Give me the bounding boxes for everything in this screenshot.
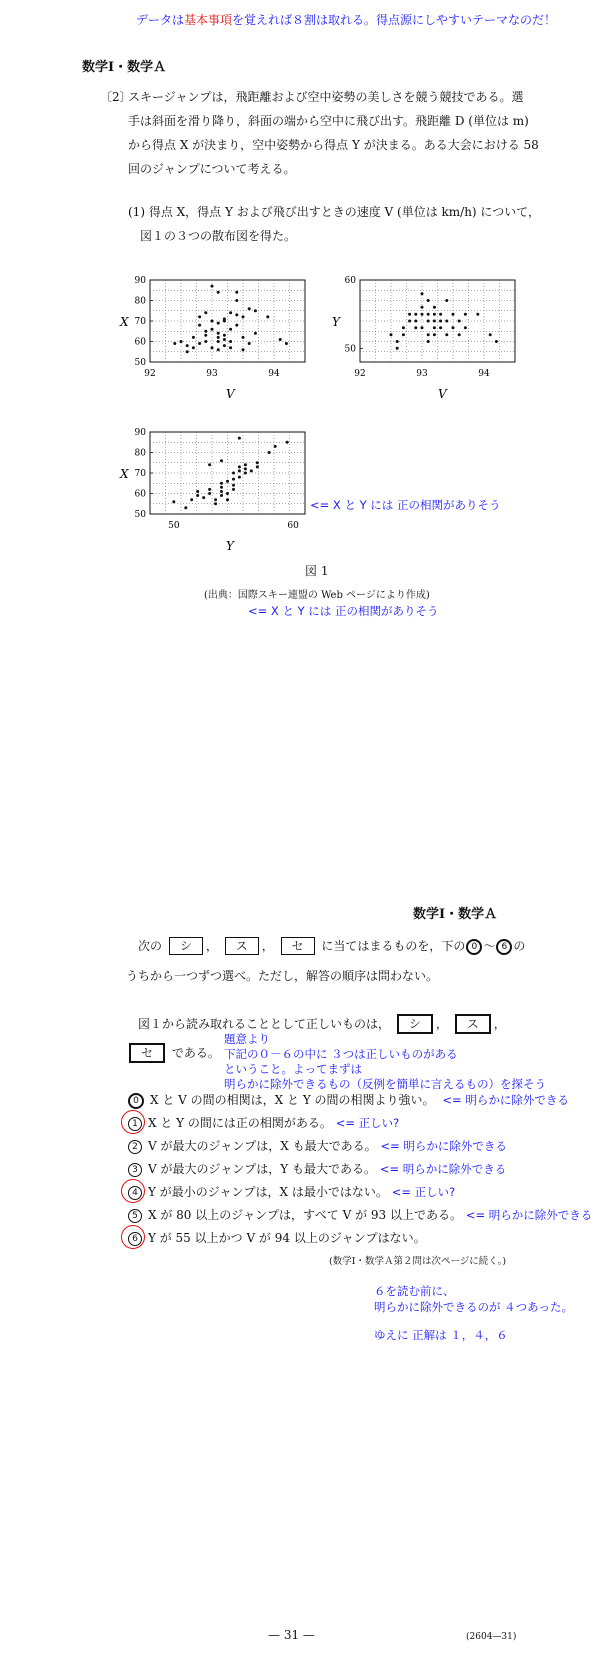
data-point xyxy=(254,309,257,312)
option-text: X と V の間の相関は，X と Y の間の相関より強い。 xyxy=(150,1093,435,1107)
data-point xyxy=(229,346,232,349)
option-text: Y が 55 以上かつ V が 94 以上のジャンプはない。 xyxy=(148,1231,426,1245)
figure-label: 図 1 xyxy=(305,564,329,578)
y-tick-label: 50 xyxy=(344,344,356,355)
x-tick-label: 60 xyxy=(287,521,299,531)
sub-question-1 xyxy=(128,204,540,244)
option-range-end: 6 xyxy=(496,939,512,955)
data-point xyxy=(279,338,282,341)
answer-box-su: ス xyxy=(225,937,259,955)
data-point xyxy=(495,340,498,343)
section-title: 数学Ⅰ・数学Ａ xyxy=(82,60,167,75)
data-point xyxy=(226,498,229,501)
option-text: X と Y の間には正の相関がある。 xyxy=(148,1116,332,1130)
plot-ticks xyxy=(135,428,300,531)
y-axis-label: X xyxy=(120,467,129,481)
data-point xyxy=(427,340,430,343)
correct-mark-6 xyxy=(121,1225,145,1249)
data-point xyxy=(408,313,411,316)
data-point xyxy=(464,313,467,316)
data-point xyxy=(452,326,455,329)
question-line: 図１から読み取れることとして正しいものは， シ ， ス ， xyxy=(138,1014,506,1034)
data-point xyxy=(402,326,405,329)
data-point xyxy=(421,313,424,316)
data-point xyxy=(202,496,205,499)
data-point xyxy=(235,299,238,302)
data-point xyxy=(217,336,220,339)
option-text: Y が最小のジャンプは，X は最小ではない。 xyxy=(148,1185,388,1199)
data-point xyxy=(452,313,455,316)
y-axis-label: Y xyxy=(332,315,340,329)
y-axis-label: X xyxy=(120,315,129,329)
data-point xyxy=(427,299,430,302)
x-tick-label: 92 xyxy=(354,369,366,379)
instruction-line-2: うちから一つずつ選べ。ただし，解答の順序は問わない。 xyxy=(126,969,439,983)
data-point xyxy=(204,311,207,314)
data-point xyxy=(217,332,220,335)
data-point xyxy=(232,478,235,481)
data-point xyxy=(223,344,226,347)
intro-line: 手は斜面を滑り降り，斜面の端から空中に飛び出す。飛距離 D (単位は m) xyxy=(128,114,529,128)
intro-line: 回のジャンプについて考える。 xyxy=(128,162,296,176)
instruction-line-1: 次の シ ， ス ， セ に当てはまるものを，下の 0 ～ 6 の xyxy=(138,939,526,953)
y-tick-label: 70 xyxy=(134,469,146,479)
options-list xyxy=(128,1092,592,1253)
data-point xyxy=(214,498,217,501)
plot-grid xyxy=(360,280,515,362)
data-point xyxy=(229,311,232,314)
data-point xyxy=(211,328,214,331)
data-point xyxy=(184,506,187,509)
data-point xyxy=(198,315,201,318)
data-point xyxy=(208,492,211,495)
data-point xyxy=(266,315,269,318)
data-point xyxy=(196,494,199,497)
option-text: V が最大のジャンプは，Y も最大である。 xyxy=(148,1162,376,1176)
hint-line: 明らかに除外できるもの（反例を簡単に言えるもの）を探そう xyxy=(224,1077,546,1091)
data-point xyxy=(433,320,436,323)
y-tick-label: 60 xyxy=(134,489,146,500)
data-point xyxy=(242,315,245,318)
x-tick-label: 50 xyxy=(168,521,180,531)
data-point xyxy=(244,467,247,470)
data-point xyxy=(226,480,229,483)
data-point xyxy=(285,342,288,345)
data-point xyxy=(390,333,393,336)
instruction-mid: に当てはまるものを，下の xyxy=(321,939,466,953)
data-point xyxy=(220,482,223,485)
data-point xyxy=(223,334,226,337)
option-1 xyxy=(128,1115,592,1138)
data-point xyxy=(235,291,238,294)
data-point xyxy=(217,348,220,351)
scatter-y-v xyxy=(330,276,530,401)
sub1-line: (1) 得点 X，得点 Y および飛び出すときの速度 V (単位は km/h) について， xyxy=(128,205,540,219)
option-note: <= 正しい? xyxy=(391,1185,456,1199)
option-number: 5 xyxy=(128,1209,142,1223)
y-tick-label: 50 xyxy=(134,358,146,368)
data-point xyxy=(198,324,201,327)
header-note xyxy=(136,12,556,28)
data-point xyxy=(250,469,253,472)
data-point xyxy=(414,326,417,329)
data-point xyxy=(211,320,214,323)
answer-box-su: ス xyxy=(455,1014,491,1034)
hint-line: 題意より xyxy=(224,1032,270,1046)
hint-line: 下記の０－６の中に ３つは正しいものがある xyxy=(224,1047,458,1061)
correct-mark-1 xyxy=(121,1110,145,1134)
data-point xyxy=(217,340,220,343)
data-point xyxy=(414,313,417,316)
x-tick-label: 94 xyxy=(478,369,490,379)
data-point xyxy=(235,313,238,316)
x-axis-label: V xyxy=(438,387,447,401)
y-tick-label: 70 xyxy=(134,317,146,327)
answer-box-se: セ xyxy=(281,937,315,955)
data-point xyxy=(242,336,245,339)
source-note: (出典：国際スキー連盟の Web ページにより作成) xyxy=(204,590,430,601)
data-point xyxy=(220,486,223,489)
header-note-highlight: 基本事項 xyxy=(184,13,233,27)
question-post: である。 xyxy=(171,1046,220,1060)
option-number: 6 xyxy=(128,1232,142,1246)
x-axis-label: V xyxy=(226,387,235,401)
data-point xyxy=(256,461,259,464)
intro-line: スキージャンプは，飛距離および空中姿勢の美しさを競う競技である。選 xyxy=(128,90,524,104)
option-3 xyxy=(128,1161,592,1184)
data-point xyxy=(244,463,247,466)
option-note: <= 明らかに除外できる xyxy=(442,1093,569,1107)
plot-ticks xyxy=(345,276,490,379)
hint-line: ということ。よってまずは xyxy=(224,1062,362,1076)
x-tick-label: 94 xyxy=(268,369,280,379)
y-tick-label: 80 xyxy=(134,448,146,459)
option-note: <= 明らかに除外できる xyxy=(380,1139,507,1153)
data-point xyxy=(192,346,195,349)
data-point xyxy=(192,336,195,339)
data-point xyxy=(439,320,442,323)
x-tick-label: 93 xyxy=(416,369,428,379)
x-tick-label: 93 xyxy=(206,369,218,379)
data-point xyxy=(208,463,211,466)
data-point xyxy=(229,328,232,331)
data-point xyxy=(208,488,211,491)
scatter-x-v xyxy=(108,276,308,401)
continue-note: (数学Ⅰ・数学Ａ第２問は次ページに続く。) xyxy=(329,1256,507,1267)
data-point xyxy=(186,344,189,347)
data-point xyxy=(427,313,430,316)
option-6 xyxy=(128,1230,592,1253)
x-axis-label: Y xyxy=(226,539,234,553)
plot-points xyxy=(173,285,288,354)
data-point xyxy=(173,342,176,345)
data-point xyxy=(268,451,271,454)
intro-line: から得点 X が決まり，空中姿勢から得点 Y が決まる。ある大会における 58 xyxy=(128,138,539,152)
plot-grid xyxy=(150,280,305,362)
instruction-pre: 次の xyxy=(138,939,163,953)
data-point xyxy=(489,333,492,336)
data-point xyxy=(186,350,189,353)
question-line-2 xyxy=(126,1043,220,1063)
data-point xyxy=(248,307,251,310)
data-point xyxy=(286,441,289,444)
option-text: X が 80 以上のジャンプは，すべて V が 93 以上である。 xyxy=(148,1208,462,1222)
data-point xyxy=(445,299,448,302)
data-point xyxy=(242,348,245,351)
option-0 xyxy=(128,1092,592,1115)
data-point xyxy=(421,306,424,309)
option-2 xyxy=(128,1138,592,1161)
x-tick-label: 92 xyxy=(144,369,156,379)
data-point xyxy=(421,326,424,329)
header-note-pre: データは xyxy=(136,13,185,27)
data-point xyxy=(396,340,399,343)
page2-title: 数学Ⅰ・数学Ａ xyxy=(413,907,498,922)
data-point xyxy=(235,324,238,327)
data-point xyxy=(223,338,226,341)
data-point xyxy=(439,326,442,329)
data-point xyxy=(217,291,220,294)
data-point xyxy=(238,476,241,479)
problem-number: 〔2〕 xyxy=(100,90,132,104)
answer-box-se: セ xyxy=(129,1043,165,1063)
data-point xyxy=(229,340,232,343)
option-text: V が最大のジャンプは，X も最大である。 xyxy=(148,1139,377,1153)
data-point xyxy=(445,333,448,336)
option-number: 4 xyxy=(128,1186,142,1200)
data-point xyxy=(248,342,251,345)
data-point xyxy=(196,490,199,493)
option-5 xyxy=(128,1207,592,1230)
data-point xyxy=(232,488,235,491)
arrow-note-1: <= X と Y には 正の相関がありそう xyxy=(310,498,501,512)
instruction-tilde: ～ xyxy=(483,939,496,953)
data-point xyxy=(408,320,411,323)
summary-block xyxy=(374,1283,573,1343)
answer-box-shi: シ xyxy=(169,937,203,955)
y-tick-label: 90 xyxy=(134,276,146,286)
option-number: 2 xyxy=(128,1140,142,1154)
correct-mark-4 xyxy=(121,1179,145,1203)
data-point xyxy=(172,500,175,503)
data-point xyxy=(254,332,257,335)
data-point xyxy=(421,292,424,295)
data-point xyxy=(214,502,217,505)
instruction-post: の xyxy=(513,939,526,953)
data-point xyxy=(458,320,461,323)
data-point xyxy=(204,334,207,337)
data-point xyxy=(427,320,430,323)
data-point xyxy=(238,465,241,468)
data-point xyxy=(226,492,229,495)
data-point xyxy=(238,437,241,440)
data-point xyxy=(220,494,223,497)
data-point xyxy=(433,313,436,316)
plot-ticks xyxy=(135,276,280,379)
data-point xyxy=(190,498,193,501)
y-tick-label: 90 xyxy=(134,428,146,438)
y-tick-label: 60 xyxy=(134,337,146,348)
option-number: 3 xyxy=(128,1163,142,1177)
y-tick-label: 60 xyxy=(344,276,356,286)
data-point xyxy=(232,484,235,487)
data-point xyxy=(211,285,214,288)
y-tick-label: 50 xyxy=(134,510,146,520)
summary-line: 明らかに除外できるのが ４つあった。 xyxy=(374,1300,574,1314)
data-point xyxy=(464,326,467,329)
data-point xyxy=(244,472,247,475)
page-code: (2604—31) xyxy=(466,1632,517,1642)
header-note-post: を覚えれば８割は取れる。得点源にしやすいテーマなのだ！ xyxy=(232,13,557,27)
data-point xyxy=(433,326,436,329)
data-point xyxy=(427,333,430,336)
option-range-start: 0 xyxy=(466,939,482,955)
intro-text xyxy=(128,89,539,185)
data-point xyxy=(414,320,417,323)
y-tick-label: 80 xyxy=(134,296,146,307)
summary-line: ６を読む前に、 xyxy=(374,1284,455,1298)
data-point xyxy=(402,333,405,336)
data-point xyxy=(433,306,436,309)
option-number: 1 xyxy=(128,1117,142,1131)
data-point xyxy=(180,340,183,343)
data-point xyxy=(204,330,207,333)
data-point xyxy=(238,469,241,472)
data-point xyxy=(445,320,448,323)
page-number: — 31 — xyxy=(268,1628,315,1642)
data-point xyxy=(274,445,277,448)
data-point xyxy=(256,465,259,468)
arrow-note-2: <= X と Y には 正の相関がありそう xyxy=(248,604,439,618)
data-point xyxy=(220,459,223,462)
data-point xyxy=(211,346,214,349)
data-point xyxy=(198,342,201,345)
data-point xyxy=(204,340,207,343)
scatter-x-y xyxy=(108,428,308,553)
data-point xyxy=(458,333,461,336)
data-point xyxy=(476,313,479,316)
data-point xyxy=(433,333,436,336)
data-point xyxy=(223,317,226,320)
sub1-line: 図１の３つの散布図を得た。 xyxy=(140,229,297,243)
option-note: <= 正しい? xyxy=(335,1116,400,1130)
answer-box-shi: シ xyxy=(397,1014,433,1034)
data-point xyxy=(439,313,442,316)
question-pre: 図１から読み取れることとして正しいものは， xyxy=(138,1017,391,1031)
data-point xyxy=(220,490,223,493)
data-point xyxy=(217,322,220,325)
data-point xyxy=(232,472,235,475)
summary-line: ゆえに 正解は １，４，６ xyxy=(374,1328,508,1342)
option-note: <= 明らかに除外できる xyxy=(465,1208,593,1222)
data-point xyxy=(396,347,399,350)
hint-block xyxy=(224,1032,546,1092)
option-number: 0 xyxy=(128,1093,144,1109)
option-4 xyxy=(128,1184,592,1207)
option-note: <= 明らかに除外できる xyxy=(379,1162,507,1176)
